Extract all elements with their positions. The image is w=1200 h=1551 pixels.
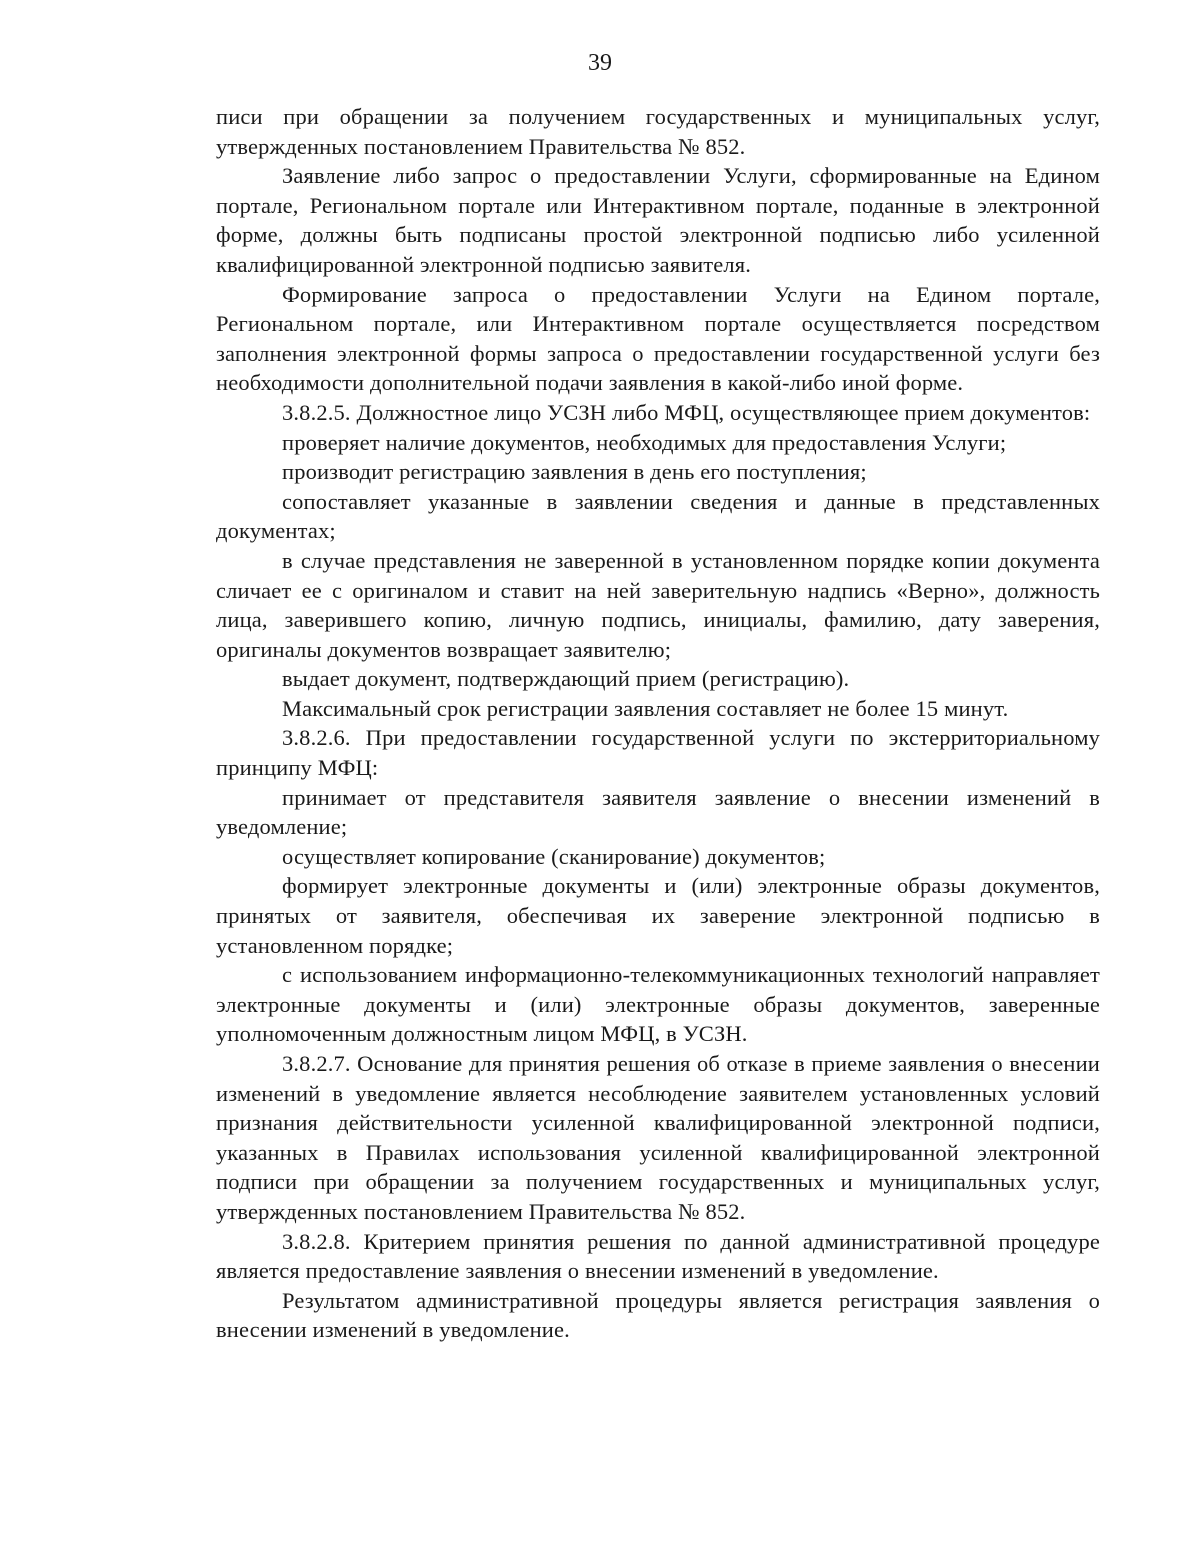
list-item-compares-data: сопоставляет указанные в заявлении сведения и данные в представленных документах; [216, 488, 1100, 544]
list-item-accepts-application: принимает от представителя заявителя заявление о внесении изменений в уведомление; [216, 784, 1100, 840]
paragraph-procedure-result: Результатом административной процедуры является регистрация заявления о внесении изменений в уведомление. [216, 1287, 1100, 1343]
list-item-sends-documents: с использованием информационно-телекоммуникационных технологий направляет электронные документы и (или) электронные образы документов, заверенные уполномоченным должностным лицом МФЦ, в УСЗН. [216, 962, 1100, 1047]
list-item-copies-documents: осуществляет копирование (сканирование) документов; [282, 843, 826, 869]
list-item-forms-electronic-documents: формирует электронные документы и (или) электронные образы документов, принятых от заявителя, обеспечивая их заверение электронной подписью в установленном порядке; [216, 873, 1100, 958]
paragraph-continuation: писи при обращении за получением государственных и муниципальных услуг, утвержденных постановлением Правительства № 852. [216, 104, 1100, 159]
paragraph-3-8-2-5: 3.8.2.5. Должностное лицо УСЗН либо МФЦ, осуществляющее прием документов: [282, 399, 1091, 425]
document-body [216, 102, 1100, 1345]
paragraph-3-8-2-6: 3.8.2.6. При предоставлении государственной услуги по экстерриториальному принципу МФЦ: [216, 725, 1100, 781]
list-item-issues-receipt: выдает документ, подтверждающий прием (регистрацию). [282, 666, 850, 692]
list-item-registers-application: производит регистрацию заявления в день его поступления; [282, 459, 867, 485]
page-number: 39 [588, 50, 612, 76]
paragraph-max-registration-time: Максимальный срок регистрации заявления составляет не более 15 минут. [282, 695, 1009, 721]
list-item-checks-documents: проверяет наличие документов, необходимых для предоставления Услуги; [282, 429, 1007, 455]
paragraph-3-8-2-8: 3.8.2.8. Критерием принятия решения по данной административной процедуре является предоставление заявления о внесении изменений в уведомление. [216, 1228, 1100, 1284]
paragraph-request-formation: Формирование запроса о предоставлении Услуги на Едином портале, Региональном портале, или Интерактивном портале осуществляется посредством заполнения электронной формы запроса о предоставлении государственной услуги без необходимости дополнительной подачи заявления в какой-либо иной форме. [216, 281, 1100, 396]
paragraph-signature-requirement: Заявление либо запрос о предоставлении Услуги, сформированные на Едином портале, Региональном портале или Интерактивном портале, поданные в электронной форме, должны быть подписаны простой электронной подписью либо усиленной квалифицированной электронной подписью заявителя. [216, 163, 1100, 277]
list-item-certifies-copy: в случае представления не заверенной в установленном порядке копии документа сличает ее с оригиналом и ставит на ней заверительную надпись «Верно», должность лица, заверившего копию, личную подпись, инициалы, фамилию, дату заверения, оригиналы документов возвращает заявителю; [216, 547, 1100, 662]
paragraph-3-8-2-7: 3.8.2.7. Основание для принятия решения об отказе в приеме заявления о внесении изменений в уведомление является несоблюдение заявителем установленных условий признания действительности усиленной квалифицированной электронной подписи, указанных в Правилах использования усиленной квалифицированной электронной подписи при обращении за получением государственных и муниципальных услуг, утвержденных постановлением Правительства № 852. [216, 1051, 1100, 1224]
